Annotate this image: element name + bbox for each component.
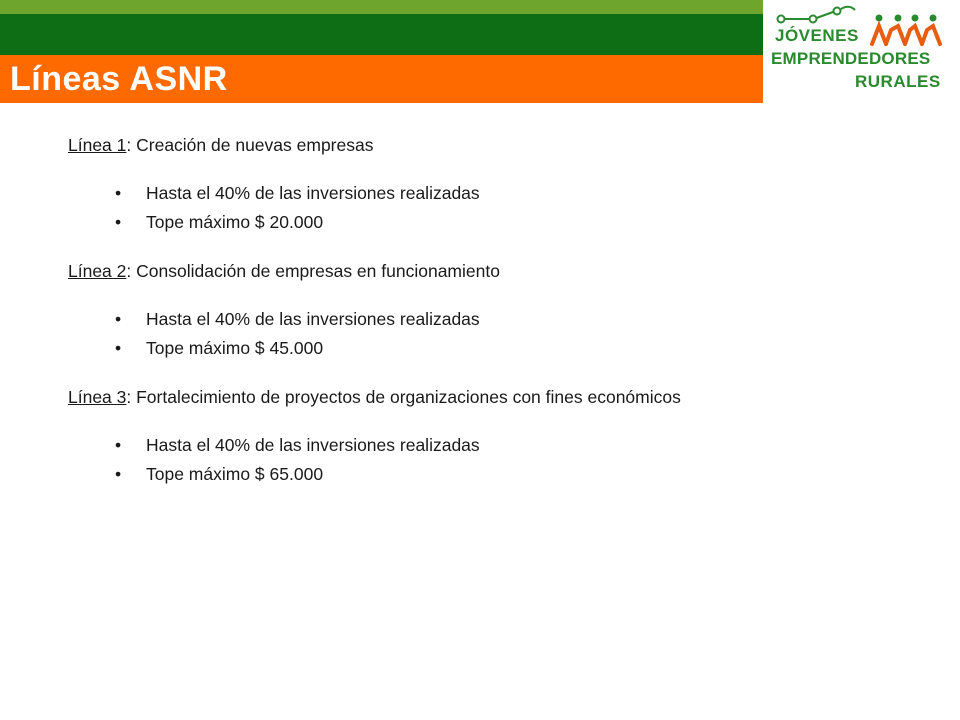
logo-text-jovenes: JÓVENES (775, 26, 859, 45)
line-3-description: : Fortalecimiento de proyectos de organizaciones con fines económicos (126, 387, 681, 407)
line-3-bullets (68, 431, 808, 489)
line-1-label: Línea 1 (68, 135, 127, 155)
bullet-icon: • (115, 464, 122, 484)
slide-title: Líneas ASNR (10, 60, 228, 98)
list-item (68, 305, 808, 334)
bullet-icon: • (115, 338, 122, 358)
bullet-icon: • (115, 183, 122, 203)
line-3-heading (68, 385, 808, 409)
list-item (68, 431, 808, 460)
bullet-text: Hasta el 40% de las inversiones realizadas (146, 183, 480, 203)
jovenes-emprendedores-rurales-logo (763, 0, 960, 103)
list-item (68, 334, 808, 363)
slide-body (68, 133, 808, 511)
line-2-label: Línea 2 (68, 261, 127, 281)
list-item (68, 179, 808, 208)
bullet-icon: • (115, 309, 122, 329)
logo-text-emprendedores: EMPRENDEDORES (771, 49, 931, 68)
header-band-light (0, 0, 763, 14)
bullet-icon: • (115, 435, 122, 455)
bullet-text: Tope máximo $ 45.000 (146, 338, 324, 358)
line-3-label: Línea 3 (68, 387, 127, 407)
line-1-bullets (68, 179, 808, 237)
bullet-icon: • (115, 212, 122, 232)
bullet-text: Hasta el 40% de las inversiones realizadas (146, 435, 480, 455)
list-item (68, 208, 808, 237)
line-1-heading (68, 133, 808, 157)
line-2-description: : Consolidación de empresas en funcionamiento (126, 261, 500, 281)
line-2-heading (68, 259, 808, 283)
bullet-text: Hasta el 40% de las inversiones realizadas (146, 309, 480, 329)
logo-text-rurales: RURALES (855, 72, 941, 91)
line-2-bullets (68, 305, 808, 363)
bullet-text: Tope máximo $ 65.000 (146, 464, 324, 484)
header-band-dark (0, 14, 763, 55)
line-1-description: : Creación de nuevas empresas (126, 135, 374, 155)
bullet-text: Tope máximo $ 20.000 (146, 212, 324, 232)
list-item (68, 460, 808, 489)
